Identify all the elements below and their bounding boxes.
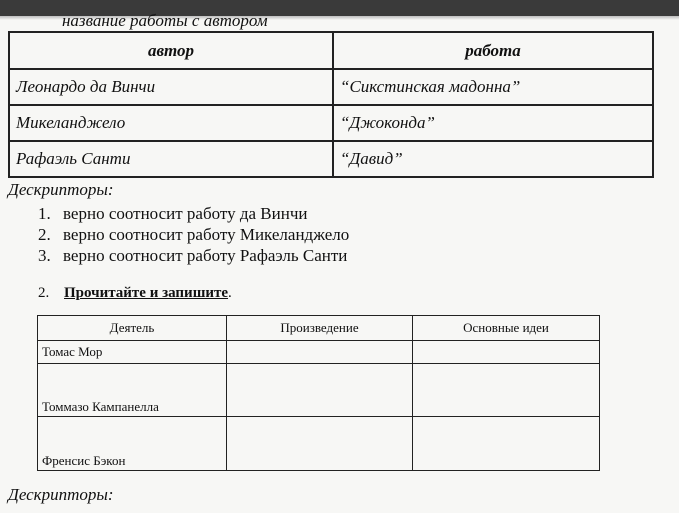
- list-number: 2.: [38, 225, 51, 244]
- work-cell: “Сикстинская мадонна”: [333, 69, 653, 105]
- table-row: [38, 417, 600, 471]
- header-author: автор: [9, 32, 333, 69]
- work-cell: “Джоконда”: [333, 105, 653, 141]
- header-ideas: Основные идеи: [413, 316, 600, 341]
- descriptors-list: [38, 203, 349, 266]
- table-row: [38, 341, 600, 364]
- task-number: 2.: [38, 285, 50, 301]
- task-title: Прочитайте и запишите: [64, 285, 229, 301]
- list-text: верно соотносит работу Микеланджело: [63, 225, 350, 244]
- table-row: [9, 105, 653, 141]
- table-row: [9, 69, 653, 105]
- author-work-table: [8, 31, 654, 178]
- figure-cell: Френсис Бэкон: [38, 417, 227, 471]
- list-number: 3.: [38, 246, 51, 265]
- figure-cell: Томас Мор: [38, 341, 227, 364]
- task-2-heading: [38, 285, 232, 302]
- list-item: [38, 203, 349, 224]
- list-number: 1.: [38, 204, 51, 223]
- table-row: [9, 141, 653, 177]
- thinkers-table: [37, 315, 600, 471]
- list-item: [38, 245, 349, 266]
- ideas-cell: [413, 364, 600, 417]
- author-cell: Леонардо да Винчи: [9, 69, 333, 105]
- author-cell: Рафаэль Санти: [9, 141, 333, 177]
- header-work: Произведение: [227, 316, 413, 341]
- work-cell: “Давид”: [333, 141, 653, 177]
- table-header-row: [38, 316, 600, 341]
- table-row: [38, 364, 600, 417]
- task-title-end: .: [228, 285, 232, 301]
- list-text: верно соотносит работу да Винчи: [63, 204, 308, 223]
- work-cell: [227, 417, 413, 471]
- ideas-cell: [413, 417, 600, 471]
- work-cell: [227, 364, 413, 417]
- table-header-row: [9, 32, 653, 69]
- work-cell: [227, 341, 413, 364]
- header-figure: Деятель: [38, 316, 227, 341]
- list-text: верно соотносит работу Рафаэль Санти: [63, 246, 348, 265]
- header-work: работа: [333, 32, 653, 69]
- ideas-cell: [413, 341, 600, 364]
- author-cell: Микеланджело: [9, 105, 333, 141]
- descriptors-title: Дескрипторы:: [8, 180, 114, 199]
- intro-text: название работы с автором: [62, 11, 268, 30]
- list-item: [38, 224, 349, 245]
- descriptors-title-2: Дескрипторы:: [8, 485, 114, 504]
- figure-cell: Томмазо Кампанелла: [38, 364, 227, 417]
